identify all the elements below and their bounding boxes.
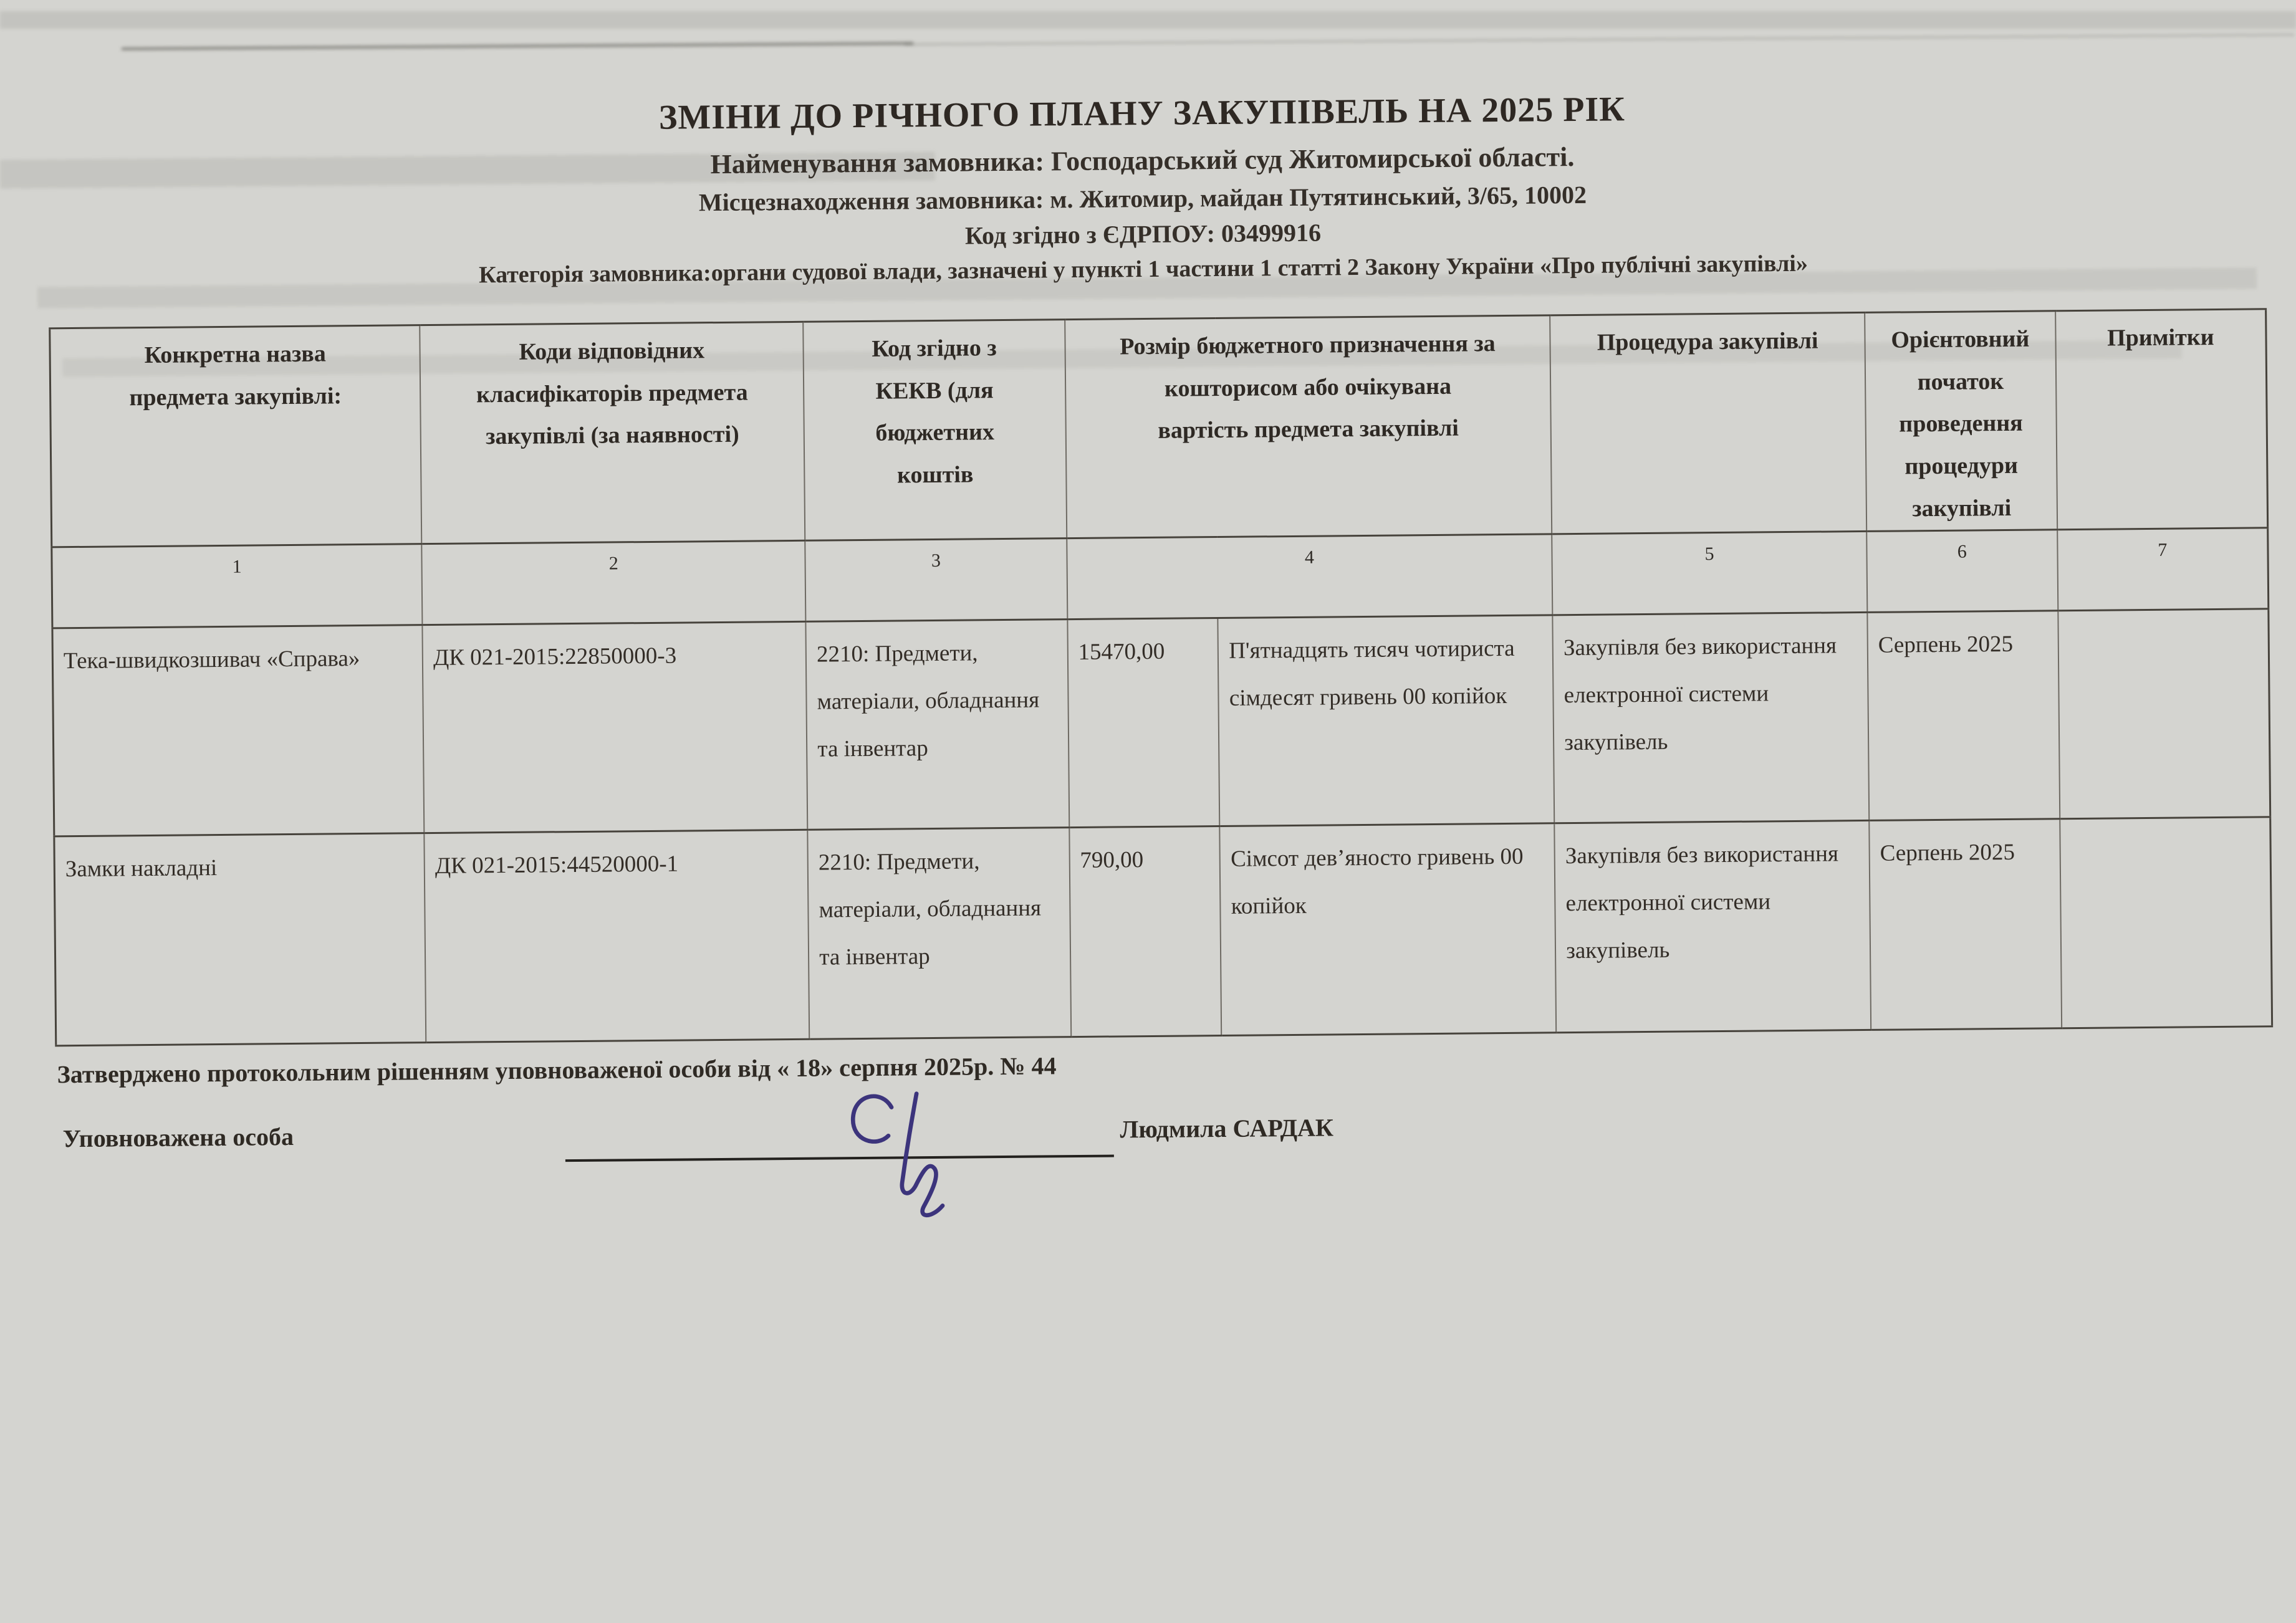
- cell-procedure: Закупівля без використання електронної системи закупівель: [1553, 613, 1870, 823]
- cell-amount: 15470,00: [1067, 618, 1220, 828]
- procurement-plan-table: [49, 308, 2273, 1046]
- cell-notes: [2058, 609, 2270, 819]
- customer-location-line: Місцезнаходження замовника: м. Житомир, майдан Путятинський, 3/65, 10002: [698, 180, 1587, 217]
- cell-start: Серпень 2025: [1867, 611, 2060, 821]
- cell-start: Серпень 2025: [1869, 819, 2062, 1030]
- col-header-item-name: Конкретна назва предмета закупівлі:: [50, 325, 422, 547]
- cell-item-name: Тека-швидкозшивач «Справа»: [52, 625, 425, 836]
- approval-line: Затверджено протокольним рішенням уповноваженої особи від « 18» серпня 2025р. № 44: [57, 1051, 1057, 1089]
- customer-name-line: Найменування замовника: Господарський суд Житомирської області.: [710, 141, 1575, 180]
- col-header-kekv-code: Код згідно з КЕКВ (для бюджетних коштів: [803, 320, 1067, 541]
- cell-amount-words: П'ятнадцять тисяч чотириста сімдесят гривень 00 копійок: [1218, 615, 1555, 826]
- document-header: [0, 84, 2292, 293]
- column-number: 7: [2057, 528, 2269, 611]
- authorized-person-label: Уповноважена особа: [62, 1122, 294, 1153]
- cell-notes: [2060, 817, 2272, 1028]
- cell-amount-words: Сімсот дев’яносто гривень 00 копійок: [1220, 823, 1557, 1036]
- cell-amount: 790,00: [1069, 826, 1222, 1037]
- page-title: ЗМІНИ ДО РІЧНОГО ПЛАНУ ЗАКУПІВЕЛЬ НА 2025 РІК: [658, 90, 1626, 137]
- column-number: 4: [1067, 534, 1553, 620]
- column-number: 6: [1866, 530, 2058, 613]
- cell-classifier-code: ДК 021-2015:44520000-1: [425, 830, 810, 1042]
- column-number: 3: [805, 539, 1067, 622]
- col-header-classifier-codes: Коди відповідних класифікаторів предмета закупівлі (за наявності): [420, 322, 805, 543]
- table-row: [52, 609, 2270, 836]
- customer-category-line: Категорія замовника:органи судової влади, зазначені у пункті 1 частини 1 статті 2 Закону України «Про публічні закупівлі»: [478, 250, 1808, 289]
- col-header-notes: Примітки: [2055, 309, 2268, 530]
- cell-item-name: Замки накладні: [54, 833, 426, 1046]
- column-number: 1: [52, 544, 423, 628]
- edrpou-code-line: Код згідно з ЄДРПОУ: 03499916: [964, 218, 1322, 250]
- col-header-start: Орієнтовний початок проведення процедури закупівлі: [1865, 311, 2057, 532]
- col-header-procedure: Процедура закупівлі: [1550, 312, 1866, 534]
- cell-procedure: Закупівля без використання електронної системи закупівель: [1554, 821, 1871, 1033]
- handwritten-signature-icon: [835, 1084, 979, 1220]
- cell-classifier-code: ДК 021-2015:22850000-3: [423, 621, 808, 833]
- cell-kekv: 2210: Предмети, матеріали, обладнання та інвентар: [807, 828, 1070, 1040]
- cell-kekv: 2210: Предмети, матеріали, обладнання та інвентар: [806, 620, 1069, 830]
- authorized-person-name: Людмила САРДАК: [1120, 1113, 1334, 1144]
- col-header-budget-size: Розмір бюджетного призначення за кошторисом або очікувана вартість предмета закупівлі: [1065, 315, 1552, 539]
- column-number: 2: [421, 540, 805, 625]
- table-row: [54, 817, 2272, 1046]
- table-header-row: [50, 309, 2268, 547]
- column-number: 5: [1552, 532, 1867, 615]
